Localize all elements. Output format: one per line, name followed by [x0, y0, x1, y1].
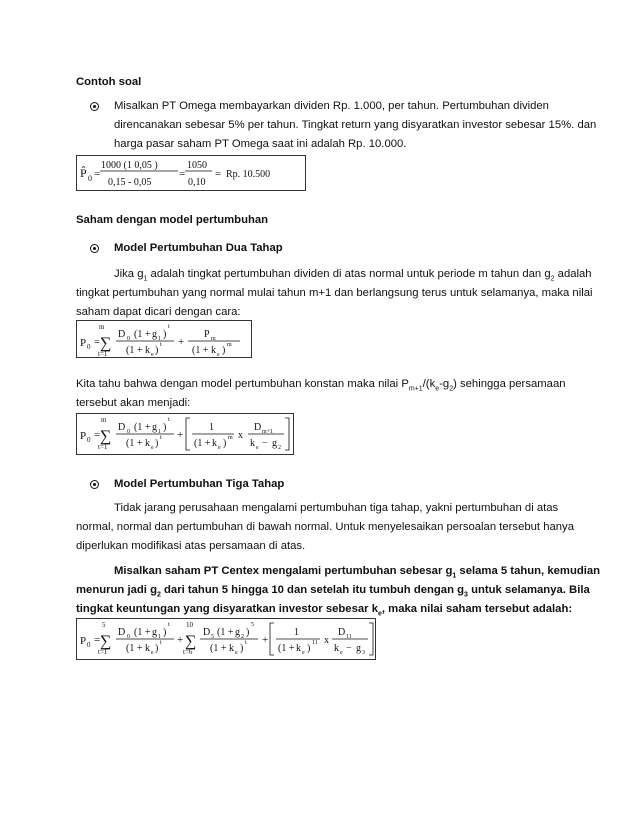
- svg-text:∑: ∑: [100, 335, 112, 352]
- model2-para1-line2: tingkat pertumbuhan yang normal mulai tahun m+1 dan berlangsung terus untuk selamanya, maka nilai: [76, 287, 593, 299]
- svg-text:0: 0: [87, 436, 91, 444]
- svg-text:∑: ∑: [100, 428, 112, 445]
- svg-text:t: t: [160, 342, 162, 348]
- svg-text:): ): [246, 627, 250, 638]
- svg-text:m: m: [228, 435, 233, 441]
- svg-text:k: k: [145, 643, 150, 654]
- model3-para1-line2: normal, normal dan pertumbuhan di bawah normal. Untuk menyelesaikan persoalan tersebut hanya: [76, 521, 574, 533]
- svg-text:−: −: [346, 643, 352, 654]
- svg-text:k: k: [229, 643, 234, 654]
- svg-text:t=1: t=1: [98, 648, 108, 656]
- svg-text:m: m: [227, 342, 232, 348]
- svg-text:(1 +: (1 +: [126, 643, 143, 654]
- svg-text:1: 1: [294, 627, 299, 638]
- svg-text:k: k: [212, 438, 217, 449]
- svg-text:g: g: [152, 329, 157, 340]
- svg-text:=: =: [94, 429, 101, 441]
- svg-text:e: e: [302, 650, 305, 656]
- svg-text:): ): [307, 643, 311, 654]
- svg-text:): ): [240, 643, 244, 654]
- svg-text:k: k: [211, 345, 216, 356]
- svg-text:t=6: t=6: [183, 648, 193, 656]
- svg-text:t=1: t=1: [98, 350, 108, 358]
- svg-text:D: D: [118, 422, 126, 433]
- svg-text:D: D: [118, 627, 126, 638]
- formula1-result: Rp. 10.500: [226, 169, 271, 180]
- svg-text:(1 +: (1 +: [134, 329, 151, 340]
- example-line-3: harga pasar saham PT Omega saat ini adalah Rp. 10.000.: [114, 138, 407, 150]
- svg-text:2: 2: [278, 445, 281, 451]
- svg-text:m: m: [99, 323, 105, 331]
- svg-text:k: k: [334, 643, 339, 654]
- svg-text:0: 0: [127, 429, 130, 435]
- svg-text:P: P: [80, 337, 87, 349]
- svg-text:(1 +: (1 +: [134, 422, 151, 433]
- svg-text:g: g: [235, 627, 240, 638]
- svg-text:(1 +: (1 +: [126, 345, 143, 356]
- svg-text:5: 5: [102, 621, 106, 629]
- title-model-dua-tahap: Model Pertumbuhan Dua Tahap: [114, 242, 283, 254]
- model3-para2-line3: tingkat keuntungan yang disyaratkan investor sebesar $k_e$, maka nilai saham tersebut adalah:: [76, 603, 573, 618]
- svg-text:e: e: [256, 445, 259, 451]
- svg-text:3: 3: [362, 650, 365, 656]
- svg-text:5: 5: [251, 622, 254, 628]
- svg-text:e: e: [235, 650, 238, 656]
- svg-text:11: 11: [346, 634, 352, 640]
- svg-text:11: 11: [312, 640, 318, 646]
- svg-text:k: k: [145, 438, 150, 449]
- svg-text:): ): [223, 438, 227, 449]
- formula1-num2: 1050: [187, 160, 207, 171]
- example-line-1: Misalkan PT Omega membayarkan dividen Rp. 1.000, per tahun. Pertumbuhan dividen: [114, 100, 549, 112]
- svg-text:D: D: [203, 627, 211, 638]
- svg-text:): ): [155, 345, 159, 356]
- svg-text:m: m: [101, 416, 107, 424]
- svg-text:∑: ∑: [100, 633, 112, 650]
- svg-text:x: x: [238, 430, 243, 441]
- formula1-eq1: =: [94, 168, 101, 180]
- svg-text:e: e: [217, 352, 220, 358]
- svg-text:t=1: t=1: [98, 443, 108, 451]
- svg-text:e: e: [151, 352, 154, 358]
- svg-text:m: m: [211, 336, 216, 342]
- formula1-eq2: =: [179, 168, 186, 180]
- model2-para1-line1: Jika $g_1$ adalah tingkat pertumbuhan dividen di atas normal untuk periode m tahun dan $g_2$ adalah: [114, 268, 592, 283]
- svg-text:10: 10: [186, 621, 193, 629]
- svg-text:0: 0: [127, 336, 130, 342]
- svg-text:g: g: [272, 438, 277, 449]
- svg-text:): ): [163, 627, 167, 638]
- svg-text:D: D: [118, 329, 126, 340]
- svg-text:k: k: [145, 345, 150, 356]
- svg-text:−: −: [262, 438, 268, 449]
- svg-text:e: e: [151, 445, 154, 451]
- svg-text:D: D: [338, 627, 346, 638]
- svg-text:D: D: [254, 422, 262, 433]
- svg-text:1: 1: [209, 422, 214, 433]
- svg-text:=: =: [94, 337, 100, 348]
- svg-text:e: e: [340, 650, 343, 656]
- svg-text:2: 2: [241, 634, 244, 640]
- svg-text:(1 +: (1 +: [210, 643, 227, 654]
- svg-text:): ): [222, 345, 226, 356]
- svg-text:=: =: [94, 634, 101, 646]
- svg-text:t: t: [168, 324, 170, 330]
- formula1-num1: 1000 (1 0,05 ): [101, 160, 158, 171]
- svg-text:5: 5: [211, 634, 214, 640]
- svg-text:P: P: [80, 635, 87, 647]
- svg-text:0: 0: [87, 343, 91, 351]
- svg-text:): ): [163, 329, 167, 340]
- svg-text:1: 1: [158, 429, 161, 435]
- svg-text:(1 +: (1 +: [278, 643, 295, 654]
- svg-text:+: +: [177, 429, 184, 441]
- svg-text:t: t: [160, 640, 162, 646]
- model3-para1-line3: diperlukan modifikasi atas persamaan di atas.: [76, 540, 306, 552]
- svg-text:k: k: [250, 438, 255, 449]
- svg-text:P: P: [80, 430, 87, 442]
- heading-saham-pertumbuhan: Saham dengan model pertumbuhan: [76, 214, 269, 226]
- svg-text:t: t: [160, 435, 162, 441]
- model2-para1-line3: saham dapat dicari dengan cara:: [76, 306, 241, 318]
- svg-text:g: g: [152, 422, 157, 433]
- svg-text:0: 0: [127, 634, 130, 640]
- svg-text:(1 +: (1 +: [194, 438, 211, 449]
- formula1-lhs: P̂: [80, 166, 87, 180]
- example-line-2: direncanakan sebesar 5% per tahun. Tingkat return yang disyaratkan investor sebesar 15%. dan: [114, 119, 597, 131]
- heading-contoh-soal: Contoh soal: [76, 76, 142, 88]
- svg-text:): ): [155, 438, 159, 449]
- svg-text:g: g: [356, 643, 361, 654]
- svg-text:t: t: [168, 622, 170, 628]
- svg-text:1: 1: [158, 336, 161, 342]
- svg-text:1: 1: [158, 634, 161, 640]
- formula1-lhs-sub: 0: [88, 174, 92, 183]
- svg-text:(1 +: (1 +: [126, 438, 143, 449]
- model2-para2-line1: Kita tahu bahwa dengan model pertumbuhan konstan maka nilai $P_{m+1}/(k_e-g_2)$ sehingga persamaan: [76, 378, 566, 393]
- svg-text:t: t: [168, 417, 170, 423]
- svg-text:t: t: [245, 640, 247, 646]
- formula1-eq3: =: [215, 168, 222, 180]
- model3-para1-line1: Tidak jarang perusahaan mengalami pertumbuhan tiga tahap, yakni pertumbuhan di atas: [114, 502, 559, 514]
- model3-para2-line2: menurun jadi $g_2$ dari tahun 5 hingga 10 dan setelah itu tumbuh dengan $g_3$ untuk selamanya. Bila: [76, 584, 590, 599]
- model2-para2-line2: tersebut akan menjadi:: [76, 397, 191, 409]
- formula1-den2: 0,10: [188, 177, 206, 188]
- title-model-tiga-tahap: Model Pertumbuhan Tiga Tahap: [114, 478, 285, 490]
- model3-para2-line1: Misalkan saham PT Centex mengalami pertumbuhan sebesar $g_1$ selama 5 tahun, kemudian: [114, 565, 601, 580]
- svg-text:∑: ∑: [185, 633, 197, 650]
- svg-text:(1 +: (1 +: [217, 627, 234, 638]
- svg-text:x: x: [324, 635, 329, 646]
- formula1-den1: 0,15 - 0,05: [108, 177, 152, 188]
- svg-text:e: e: [218, 445, 221, 451]
- svg-text:): ): [155, 643, 159, 654]
- svg-text:(1 +: (1 +: [134, 627, 151, 638]
- svg-text:(1 +: (1 +: [192, 345, 209, 356]
- svg-text:+: +: [262, 634, 269, 646]
- svg-text:0: 0: [87, 641, 91, 649]
- svg-text:+: +: [177, 634, 184, 646]
- svg-text:): ): [163, 422, 167, 433]
- svg-text:g: g: [152, 627, 157, 638]
- svg-text:k: k: [296, 643, 301, 654]
- svg-text:e: e: [151, 650, 154, 656]
- svg-text:+: +: [178, 336, 185, 348]
- svg-text:m+1: m+1: [262, 429, 274, 435]
- svg-text:P: P: [204, 329, 210, 340]
